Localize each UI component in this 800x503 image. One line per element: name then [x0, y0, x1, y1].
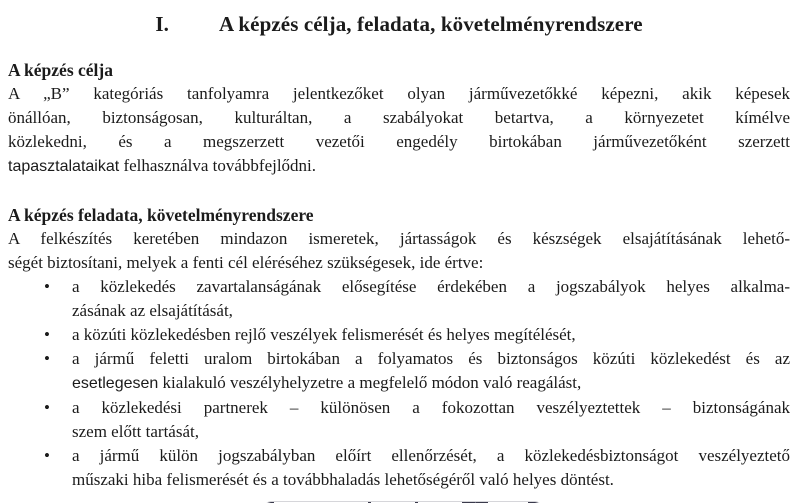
paragraph-line	[72, 299, 790, 323]
text-segment: a közlekedés zavartalanságának elősegítése érdekében a jogszabályok helyes alkalma-	[72, 277, 790, 296]
text-segment: a közúti közlekedésben rejlő veszélyek felismerését és helyes megítélését,	[72, 325, 576, 344]
paragraph-line	[72, 468, 790, 492]
text-segment: tapasztalataikat	[8, 158, 120, 175]
paragraph-line	[8, 106, 790, 130]
paragraph-line	[8, 154, 790, 179]
text-segment: felhasználva továbbfejlődni.	[119, 156, 317, 175]
paragraph-line	[72, 420, 790, 444]
text-segment: A „B” kategóriás tanfolyamra jelentkezőket olyan járművezetőkké képezni, akik képesek	[8, 84, 790, 103]
document-section	[8, 58, 790, 179]
paragraph-line	[8, 251, 790, 275]
bullet-marker: •	[44, 446, 50, 465]
paragraph-line	[8, 130, 790, 154]
bullet-list-item	[8, 347, 790, 396]
subsection-heading: A képzés célja	[8, 60, 113, 80]
document-body	[8, 58, 790, 492]
paragraph-line	[72, 323, 790, 347]
bullet-list-item	[8, 444, 790, 492]
paragraph-line	[72, 347, 790, 371]
bullet-marker: •	[44, 349, 50, 368]
subsection-heading: A képzés feladata, követelményrendszere	[8, 205, 314, 225]
bullet-list-item	[8, 323, 790, 347]
section-title-text: A képzés célja, feladata, követelményrendszere	[218, 12, 643, 36]
bullet-marker: •	[44, 277, 50, 296]
text-segment: a jármű külön jogszabályban előírt ellenőrzését, a közlekedésbiztonságot veszélyeztető	[72, 446, 790, 465]
text-segment: kialakuló veszélyhelyzetre a megfelelő módon való reagálást,	[158, 373, 582, 392]
document-page	[0, 12, 800, 503]
text-segment: önállóan, biztonságosan, kulturáltan, a szabályokat betartva, a környezetet kímélve	[8, 108, 790, 127]
text-segment: a közlekedési partnerek – különösen a fokozottan veszélyeztettek – biztonságának	[72, 398, 790, 417]
text-segment: ségét biztosítani, melyek a fenti cél eléréséhez szükségesek, ide értve:	[8, 253, 484, 272]
paragraph-line	[8, 227, 790, 251]
bullet-marker: •	[44, 325, 50, 344]
bullet-list-item	[8, 275, 790, 323]
paragraph-line	[72, 371, 790, 396]
document-section	[8, 203, 790, 492]
section-title	[8, 12, 790, 36]
text-segment: közlekedni, és a megszerzett vezetői engedély birtokában járművezetőként szerzett	[8, 132, 790, 151]
paragraph-line	[8, 82, 790, 106]
paragraph-line	[72, 396, 790, 420]
text-segment: zásának az elsajátítását,	[72, 301, 233, 320]
text-segment: A felkészítés keretében mindazon ismeretek, jártasságok és készségek elsajátításának lehető-	[8, 229, 790, 248]
bullet-list-item	[8, 396, 790, 444]
bullet-marker: •	[44, 398, 50, 417]
paragraph-line	[72, 444, 790, 468]
text-segment: műszaki hiba felismerését és a továbbhaladás lehetőségéről való helyes döntést.	[72, 470, 614, 489]
text-segment: szem előtt tartását,	[72, 422, 199, 441]
text-segment: a jármű feletti uralom birtokában a folyamatos és biztonságos közúti közlekedést és az	[72, 349, 790, 368]
paragraph-line	[72, 275, 790, 299]
section-number: I.	[155, 12, 169, 36]
text-segment: esetlegesen	[72, 375, 159, 392]
